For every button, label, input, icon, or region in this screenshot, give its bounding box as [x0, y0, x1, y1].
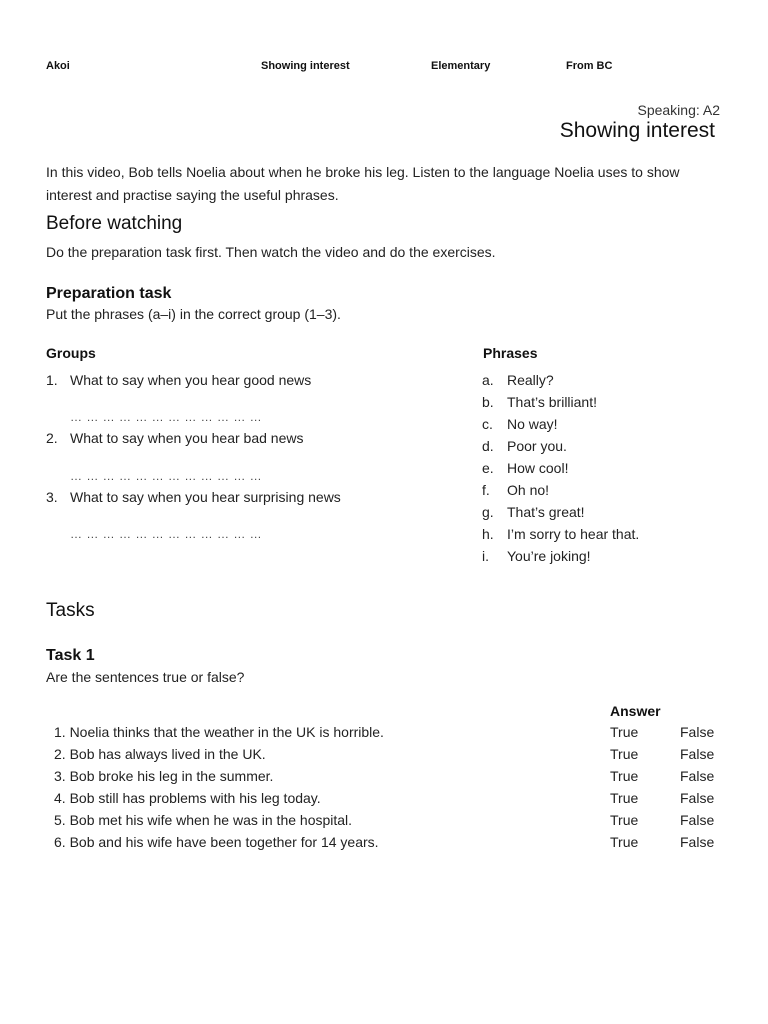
- phrase-letter: e.: [482, 460, 494, 476]
- group-item-3: [46, 489, 341, 505]
- phrase-text: How cool!: [507, 460, 569, 476]
- task1-question-1: 1. Noelia thinks that the weather in the UK is horrible.: [54, 724, 384, 740]
- false-option-3[interactable]: False: [680, 768, 715, 784]
- true-option-4[interactable]: True: [610, 790, 639, 806]
- header-topic: Showing interest: [261, 60, 350, 72]
- false-option-2[interactable]: False: [680, 746, 715, 762]
- answer-blank-1[interactable]: … … … … … … … … … … … …: [70, 410, 263, 424]
- page-title: Showing interest: [559, 119, 715, 142]
- task1-heading: Task 1: [46, 647, 95, 664]
- group-text: What to say when you hear surprising news: [70, 489, 341, 505]
- true-option-3[interactable]: True: [610, 768, 639, 784]
- header-author: Akoi: [46, 60, 70, 72]
- true-option-5[interactable]: True: [610, 812, 639, 828]
- tasks-heading: Tasks: [46, 600, 95, 621]
- task1-instruction: Are the sentences true or false?: [46, 669, 245, 685]
- group-number: 1.: [46, 372, 58, 388]
- group-number: 2.: [46, 430, 58, 446]
- phrase-text: You’re joking!: [507, 548, 591, 564]
- preparation-instruction: Put the phrases (a–i) in the correct group (1–3).: [46, 306, 341, 322]
- phrase-letter: h.: [482, 526, 494, 542]
- phrase-letter: f.: [482, 482, 490, 498]
- group-text: What to say when you hear bad news: [70, 430, 304, 446]
- group-number: 3.: [46, 489, 58, 505]
- phrase-letter: d.: [482, 438, 494, 454]
- true-option-2[interactable]: True: [610, 746, 639, 762]
- before-watching-heading: Before watching: [46, 213, 183, 234]
- false-option-5[interactable]: False: [680, 812, 715, 828]
- group-text: What to say when you hear good news: [70, 372, 312, 388]
- phrase-item-d: [482, 438, 567, 454]
- task1-question-2: 2. Bob has always lived in the UK.: [54, 746, 266, 762]
- task1-question-3: 3. Bob broke his leg in the summer.: [54, 768, 274, 784]
- phrase-text: Poor you.: [507, 438, 567, 454]
- phrase-letter: c.: [482, 416, 493, 432]
- phrase-item-f: [482, 482, 549, 498]
- phrase-item-e: [482, 460, 568, 476]
- intro-paragraph: In this video, Bob tells Noelia about when he broke his leg. Listen to the language Noelia uses to show interest and practise saying the useful phrases.: [46, 164, 680, 203]
- group-item-2: [46, 430, 303, 446]
- phrases-heading: Phrases: [483, 345, 538, 361]
- preparation-heading: Preparation task: [46, 285, 172, 302]
- phrase-item-a: [482, 372, 554, 388]
- phrase-item-g: [482, 504, 585, 520]
- true-option-1[interactable]: True: [610, 724, 639, 740]
- level-label: Speaking: A2: [637, 102, 720, 118]
- phrase-item-i: [482, 548, 591, 564]
- phrase-item-h: [482, 526, 639, 542]
- task1-question-5: 5. Bob met his wife when he was in the hospital.: [54, 812, 353, 828]
- phrase-letter: b.: [482, 394, 494, 410]
- answer-blank-3[interactable]: … … … … … … … … … … … …: [70, 527, 263, 541]
- phrase-letter: g.: [482, 504, 494, 520]
- answer-blank-2[interactable]: … … … … … … … … … … … …: [70, 469, 263, 483]
- phrase-text: No way!: [507, 416, 558, 432]
- phrase-text: Oh no!: [507, 482, 550, 498]
- answer-heading: Answer: [610, 703, 661, 719]
- phrase-text: Really?: [507, 372, 554, 388]
- false-option-1[interactable]: False: [680, 724, 715, 740]
- phrase-text: That’s brilliant!: [507, 394, 598, 410]
- groups-heading: Groups: [46, 345, 96, 361]
- phrase-text: I’m sorry to hear that.: [507, 526, 640, 542]
- phrase-text: That’s great!: [507, 504, 585, 520]
- false-option-4[interactable]: False: [680, 790, 715, 806]
- group-item-1: [46, 372, 311, 388]
- false-option-6[interactable]: False: [680, 834, 715, 850]
- header-level: Elementary: [431, 60, 491, 72]
- phrase-item-b: [482, 394, 597, 410]
- phrase-item-c: [482, 416, 558, 432]
- phrase-letter: i.: [482, 548, 489, 564]
- task1-question-4: 4. Bob still has problems with his leg today.: [54, 790, 321, 806]
- true-option-6[interactable]: True: [610, 834, 639, 850]
- header-source: From BC: [566, 60, 613, 72]
- phrase-letter: a.: [482, 372, 494, 388]
- task1-question-6: 6. Bob and his wife have been together for 14 years.: [54, 834, 379, 850]
- before-watching-instruction: Do the preparation task first. Then watch the video and do the exercises.: [46, 244, 496, 260]
